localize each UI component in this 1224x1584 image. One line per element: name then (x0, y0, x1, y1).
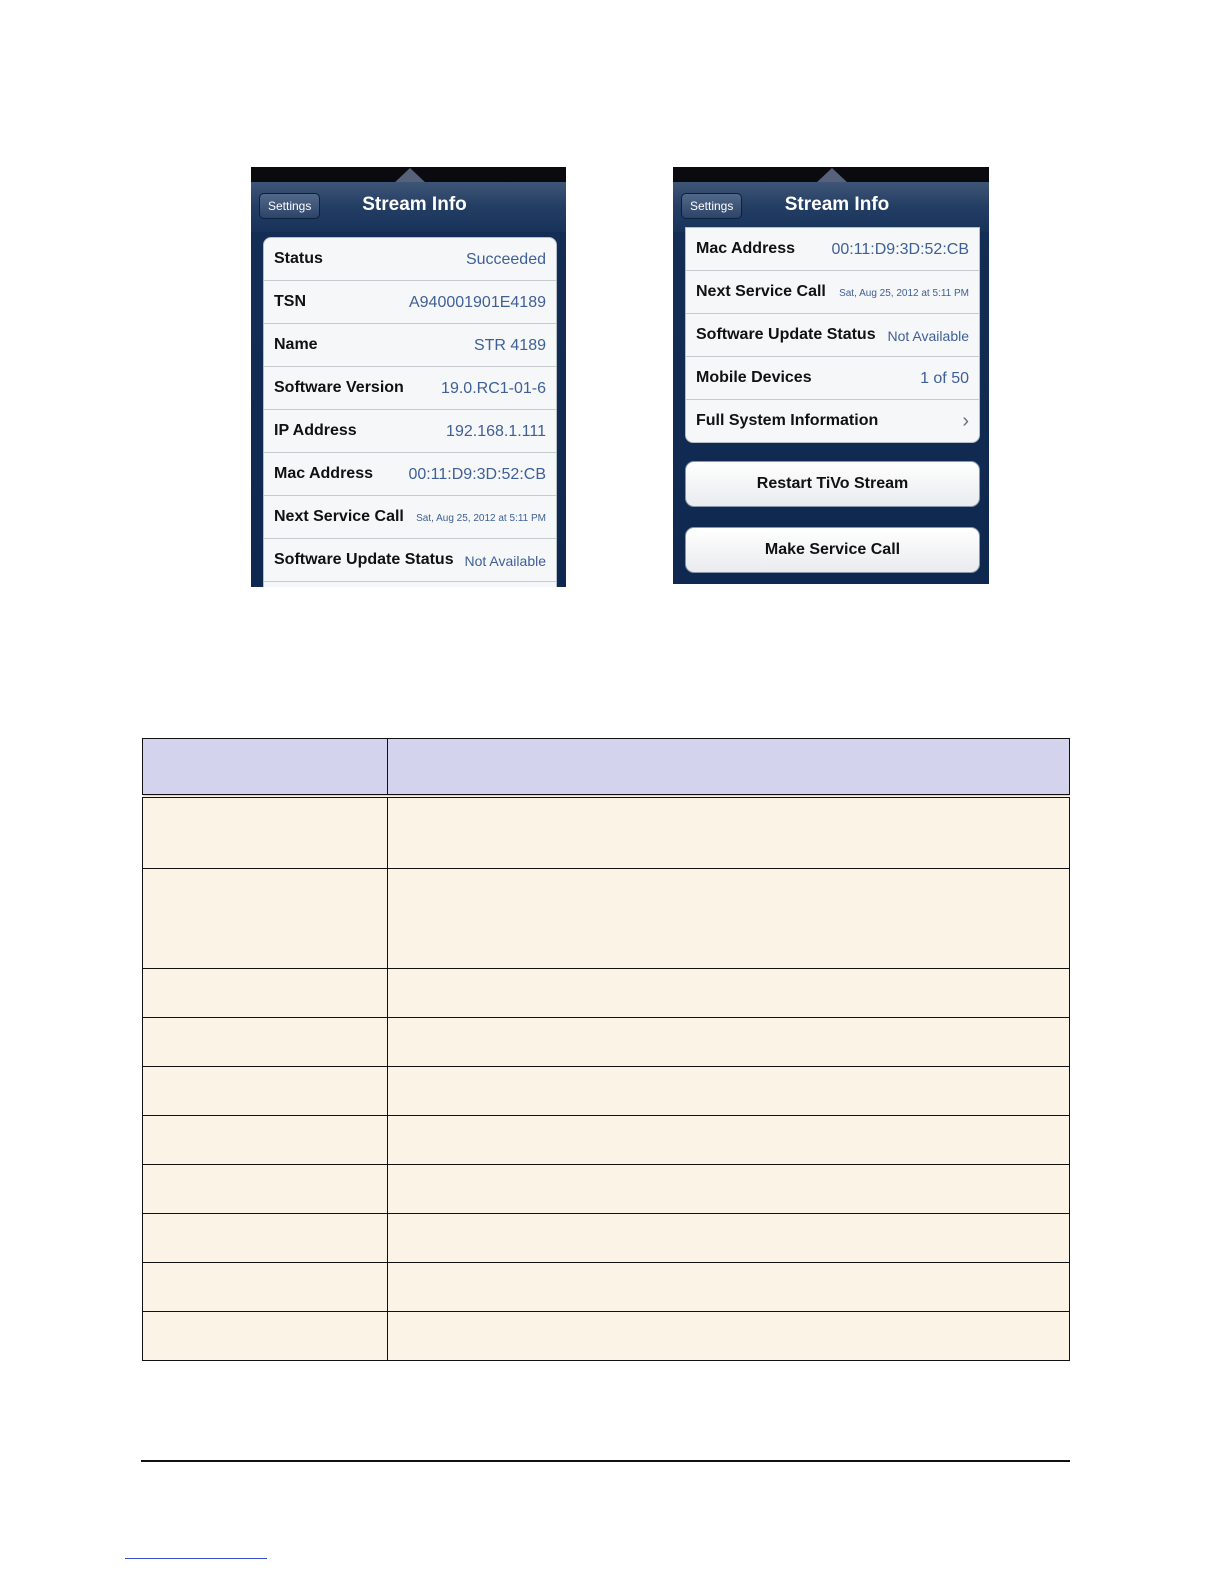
table-cell (388, 1165, 1070, 1214)
table-header-row (143, 739, 1070, 797)
settings-back-button[interactable]: Settings (681, 193, 742, 219)
table-cell (388, 1067, 1070, 1116)
table-cell (388, 1116, 1070, 1165)
row-tsn (264, 281, 556, 324)
row-value: 1 of 50 (920, 370, 969, 387)
make-service-call-button[interactable]: Make Service Call (685, 527, 980, 573)
table-row (143, 1018, 1070, 1067)
table-row (143, 1263, 1070, 1312)
row-full-system-information[interactable] (686, 400, 979, 442)
info-list (685, 227, 980, 443)
nav-title: Stream Info (362, 194, 467, 215)
table-cell (143, 1214, 388, 1263)
table-row (143, 796, 1070, 869)
row-mobile-devices (686, 357, 979, 400)
row-label: Mobile Devices (696, 369, 812, 386)
row-mac-address (686, 228, 979, 271)
row-value: A940001901E4189 (408, 294, 546, 311)
row-software-update-status (686, 314, 979, 357)
table-header-cell (388, 739, 1070, 797)
navigation-bar (251, 182, 566, 232)
row-value: 00:11:D9:3D:52:CB (408, 466, 546, 483)
row-value: STR 4189 (473, 337, 546, 354)
table-cell (388, 1214, 1070, 1263)
row-label: Next Service Call (696, 283, 826, 300)
row-label: Software Update Status (696, 326, 876, 343)
table-cell (388, 969, 1070, 1018)
table-row (143, 1165, 1070, 1214)
stream-info-screenshot-left (251, 167, 566, 587)
row-next-service-call (686, 271, 979, 314)
navigation-bar (673, 182, 989, 232)
row-next-service-call (264, 496, 556, 539)
table-cell (143, 869, 388, 969)
row-label: Full System Information (696, 412, 879, 429)
row-value: 00:11:D9:3D:52:CB (831, 241, 969, 258)
row-value: Succeeded (465, 251, 546, 268)
table-cell (143, 1165, 388, 1214)
row-name (264, 324, 556, 367)
table-row (143, 869, 1070, 969)
row-status (264, 238, 556, 281)
footer-rule (141, 1460, 1070, 1462)
restart-tivo-stream-button[interactable]: Restart TiVo Stream (685, 461, 980, 507)
row-value: 192.168.1.111 (446, 423, 546, 440)
row-label: Next Service Call (274, 508, 404, 525)
nav-title: Stream Info (784, 194, 890, 215)
info-list (263, 237, 557, 587)
table-row (143, 1312, 1070, 1361)
row-software-version (264, 367, 556, 410)
row-value: Not Available (464, 553, 546, 569)
row-label: TSN (274, 293, 306, 310)
settings-back-button[interactable]: Settings (259, 193, 320, 219)
row-label: IP Address (274, 422, 357, 439)
row-value: Sat, Aug 25, 2012 at 5:11 PM (839, 288, 969, 299)
row-software-update-status (264, 539, 556, 582)
table-cell (143, 1263, 388, 1312)
table-cell (388, 1018, 1070, 1067)
row-label: Status (274, 250, 323, 267)
row-label: Name (274, 336, 318, 353)
table-row (143, 1067, 1070, 1116)
row-label: Software Update Status (274, 551, 454, 568)
table-cell (143, 969, 388, 1018)
table-row (143, 1214, 1070, 1263)
row-label: Mac Address (274, 465, 373, 482)
table-cell (143, 1067, 388, 1116)
row-mac-address (264, 453, 556, 496)
row-label: Mac Address (696, 240, 795, 257)
table-cell (143, 796, 388, 869)
table-cell (143, 1018, 388, 1067)
row-label: Software Version (274, 379, 404, 396)
chevron-right-icon: › (962, 410, 969, 432)
table-cell (388, 1312, 1070, 1361)
table-row (143, 969, 1070, 1018)
row-value: Sat, Aug 25, 2012 at 5:11 PM (416, 513, 546, 524)
table-cell (388, 796, 1070, 869)
description-table (142, 738, 1070, 1361)
row-value: Not Available (887, 328, 969, 344)
footer-link-underline[interactable] (125, 1558, 267, 1559)
table-row (143, 1116, 1070, 1165)
table-cell (143, 1312, 388, 1361)
table-cell (388, 1263, 1070, 1312)
row-value: 19.0.RC1-01-6 (441, 380, 546, 397)
table-cell (143, 1116, 388, 1165)
stream-info-screenshot-right (673, 167, 989, 584)
table-header-cell (143, 739, 388, 797)
row-ip-address (264, 410, 556, 453)
table-cell (388, 869, 1070, 969)
